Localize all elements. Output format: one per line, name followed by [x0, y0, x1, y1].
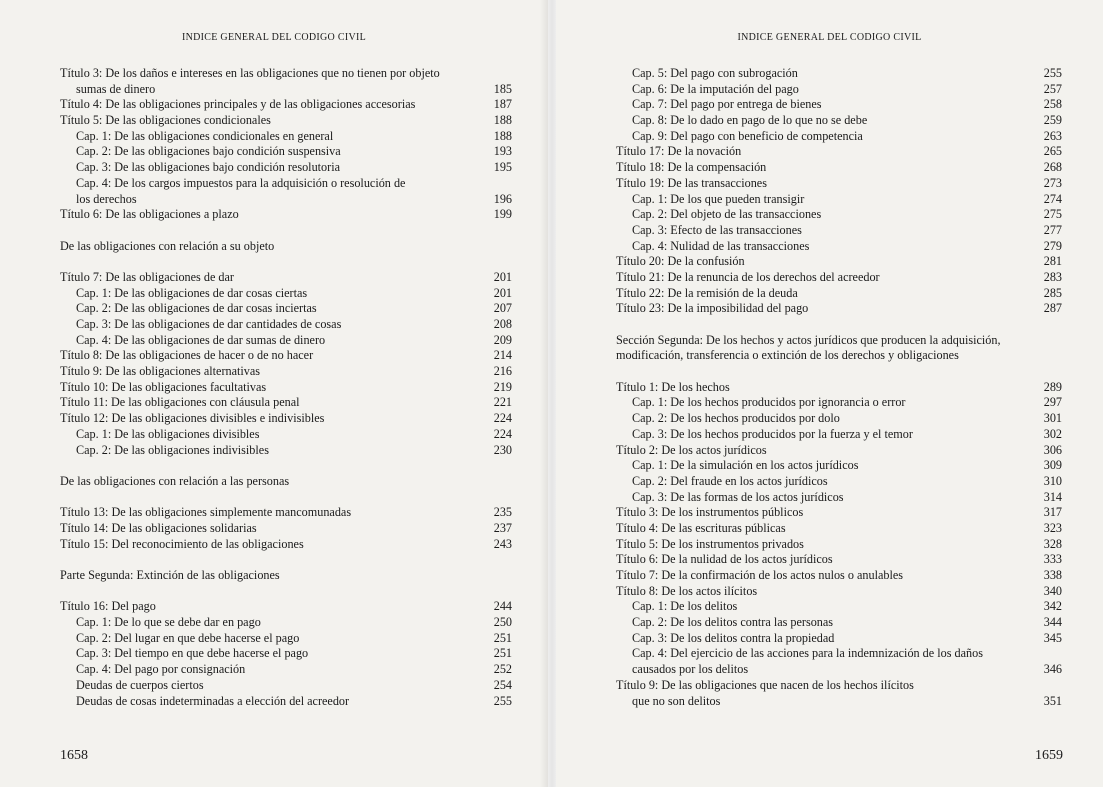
toc-entry [616, 584, 1062, 600]
toc-entry-page: 317 [1043, 505, 1062, 520]
toc-entry-title: Cap. 1: De las obligaciones condicionales en general [76, 128, 334, 143]
toc-entry-title: Cap. 2: Del objeto de las transacciones [632, 207, 822, 222]
toc-entry [616, 458, 1062, 474]
toc-entry [60, 537, 512, 553]
toc-entry [616, 662, 1062, 678]
toc-entry-page: 257 [1043, 81, 1062, 96]
toc-entry [60, 333, 512, 349]
toc-entry-page: 289 [1043, 379, 1062, 394]
toc-entry [60, 82, 512, 98]
toc-entry-page: 309 [1043, 458, 1062, 473]
toc-entry-title: Título 6: De las obligaciones a plazo [60, 207, 239, 222]
toc-entry-title: Título 7: De la confirmación de los actos nulos o anulables [616, 568, 904, 582]
toc-entry-page: 302 [1043, 426, 1062, 441]
toc-entry [60, 301, 512, 317]
toc-entry-page: 201 [493, 269, 512, 284]
running-header: INDICE GENERAL DEL CODIGO CIVIL [737, 32, 922, 43]
toc-entry [616, 380, 1062, 396]
toc-entry-page: 323 [1043, 520, 1062, 535]
toc-entry-page: 333 [1043, 552, 1062, 567]
toc-entry-title: Título 8: De las obligaciones de hacer o de no hacer [60, 348, 314, 363]
toc-entry [616, 694, 1062, 710]
toc-entry-page: 273 [1043, 175, 1062, 190]
toc-entry-page: 221 [493, 395, 512, 410]
toc-entry-page: 281 [1043, 254, 1062, 269]
toc-entry [60, 427, 512, 443]
toc-entry-page: 277 [1043, 222, 1062, 237]
toc-entry-title: Deudas de cosas indeterminadas a elección del acreedor [76, 693, 350, 708]
toc-entry-title: causados por los delitos [632, 662, 749, 677]
toc-entry [616, 521, 1062, 537]
toc-entry-title: Cap. 8: De lo dado en pago de lo que no se debe [632, 113, 868, 128]
toc-entry-title: Cap. 2: De las obligaciones indivisibles [76, 442, 269, 457]
toc-entry-page: 185 [493, 81, 512, 96]
toc-entry-page: 344 [1043, 615, 1062, 630]
toc-entry [60, 443, 512, 459]
toc-entry [60, 270, 512, 286]
toc-entry-page: 285 [1043, 285, 1062, 300]
right-page [556, 0, 1103, 787]
toc-entry [60, 599, 512, 615]
toc-entry-page: 209 [493, 332, 512, 347]
toc-entry-page: 254 [493, 677, 512, 692]
toc-entry-title: De las obligaciones con relación a su objeto [60, 238, 275, 253]
toc-entry-title: Cap. 3: De las formas de los actos jurídicos [632, 489, 844, 504]
toc-entry [60, 646, 512, 662]
toc-entry-page: 279 [1043, 238, 1062, 253]
toc-entry [616, 82, 1062, 98]
toc-entry-title: modificación, transferencia o extinción de los derechos y obligaciones [616, 348, 959, 363]
toc-entry [616, 678, 1062, 694]
toc-entry [60, 192, 512, 208]
toc-entry [60, 239, 512, 255]
toc-entry-page: 346 [1043, 662, 1062, 677]
toc-entry-page: 224 [493, 411, 512, 426]
toc-entry-title: Título 17: De la novación [616, 144, 742, 159]
toc-entry-title: Cap. 1: De la simulación en los actos jurídicos [632, 458, 859, 473]
toc-entry-title: Parte Segunda: Extinción de las obligaciones [60, 568, 280, 582]
toc-entry-title: Título 12: De las obligaciones divisibles e indivisibles [60, 411, 325, 426]
toc-entry-title: Cap. 1: De los que pueden transigir [632, 191, 805, 206]
toc-entry-title: Cap. 1: De los hechos producidos por ignorancia o error [632, 395, 906, 410]
toc-entry-title: Cap. 3: De los hechos producidos por la fuerza y el temor [632, 426, 913, 441]
toc-entry-title: Título 15: Del reconocimiento de las obligaciones [60, 536, 304, 551]
toc-entry-title: Cap. 2: Del lugar en que debe hacerse el pago [76, 630, 300, 645]
toc-entry [60, 66, 512, 82]
toc-entry-title: Cap. 4: Del pago por consignación [76, 662, 246, 677]
toc-entry [60, 568, 512, 584]
toc-entry-title: Título 7: De las obligaciones de dar [60, 269, 234, 284]
toc-entry [60, 380, 512, 396]
toc-entry-title: Cap. 2: De las obligaciones de dar cosas inciertas [76, 301, 317, 316]
toc-entry [616, 160, 1062, 176]
spacer [60, 458, 512, 474]
toc-entry-title: Cap. 3: De las obligaciones bajo condición resolutoria [76, 160, 340, 175]
toc-entry-title: sumas de dinero [76, 81, 156, 96]
spacer [616, 364, 1062, 380]
toc-entry-title: Título 2: De los actos jurídicos [616, 442, 767, 457]
spacer [60, 490, 512, 506]
toc-entry-title: De las obligaciones con relación a las personas [60, 473, 290, 488]
toc-entry-title: Cap. 2: De los hechos producidos por dolo [632, 411, 840, 426]
toc-entry-title: Sección Segunda: De los hechos y actos jurídicos que producen la adquisición, [616, 332, 1001, 347]
toc-entry-title: Título 13: De las obligaciones simplemente mancomunadas [60, 505, 352, 520]
toc-entry-page: 235 [493, 505, 512, 520]
toc-entry [616, 599, 1062, 615]
toc-entry-title: Cap. 7: Del pago por entrega de bienes [632, 97, 822, 112]
toc-entry-title: Título 20: De la confusión [616, 254, 745, 269]
toc-entry-page: 188 [493, 128, 512, 143]
toc-entry-page: 274 [1043, 191, 1062, 206]
toc-entry [616, 537, 1062, 553]
toc-entry-page: 195 [493, 160, 512, 175]
toc-entry [60, 615, 512, 631]
toc-entry [60, 97, 512, 113]
spacer [60, 552, 512, 568]
toc-entry [616, 348, 1062, 364]
toc-entry-page: 208 [493, 317, 512, 331]
toc-entry-title: que no son delitos [632, 693, 721, 708]
toc-entry-page: 230 [493, 442, 512, 457]
toc-entry [616, 207, 1062, 223]
toc-entry-title: Cap. 3: Efecto de las transacciones [632, 222, 802, 237]
toc-entry-page: 310 [1043, 473, 1062, 488]
toc-entry [616, 144, 1062, 160]
toc-entry [616, 113, 1062, 129]
toc-entry-title: Cap. 5: Del pago con subrogación [632, 66, 798, 80]
toc-entry [60, 286, 512, 302]
toc-entry [60, 505, 512, 521]
running-header: INDICE GENERAL DEL CODIGO CIVIL [181, 32, 367, 43]
toc-entry [616, 129, 1062, 145]
spacer [60, 584, 512, 600]
toc-entry [616, 490, 1062, 506]
toc-entry-title: los derechos [76, 191, 137, 206]
toc-entry [616, 395, 1062, 411]
toc-entry [616, 66, 1062, 82]
toc-entry-page: 297 [1043, 395, 1062, 410]
toc-entry-title: Título 4: De las escrituras públicas [616, 520, 786, 535]
toc-entry-title: Título 10: De las obligaciones facultativas [60, 379, 267, 394]
toc-entry [616, 223, 1062, 239]
toc-entry-page: 251 [493, 646, 512, 661]
toc-entry [616, 443, 1062, 459]
toc-entry-page: 263 [1043, 128, 1062, 143]
toc-entry-page: 251 [493, 630, 512, 645]
toc-entry [616, 631, 1062, 647]
toc-entry-title: Cap. 1: De los delitos [632, 599, 738, 614]
toc-entry-title: Título 4: De las obligaciones principales y de las obligaciones accesorias [60, 97, 416, 112]
toc-entry [616, 474, 1062, 490]
toc-entry [616, 552, 1062, 568]
toc-entry-title: Cap. 1: De lo que se debe dar en pago [76, 615, 261, 630]
toc-entry-page: 199 [493, 207, 512, 222]
toc-entry-page: 219 [493, 379, 512, 394]
toc-entry-title: Cap. 4: De las obligaciones de dar sumas de dinero [76, 332, 326, 347]
toc-entry-title: Cap. 4: Del ejercicio de las acciones para la indemnización de los daños [632, 646, 983, 661]
toc-entry-title: Título 18: De la compensación [616, 160, 767, 175]
table-of-contents [60, 66, 512, 709]
toc-entry [616, 239, 1062, 255]
toc-entry-title: Título 22: De la remisión de la deuda [616, 285, 798, 300]
toc-entry-title: Título 19: De las transacciones [616, 175, 767, 190]
toc-entry-title: Título 6: De la nulidad de los actos jurídicos [616, 552, 833, 567]
toc-entry-page: 187 [493, 97, 512, 112]
toc-entry-title: Título 23: De la imposibilidad del pago [616, 301, 809, 316]
toc-entry [60, 207, 512, 223]
toc-entry [616, 97, 1062, 113]
toc-entry [616, 615, 1062, 631]
toc-entry-title: Cap. 6: De la imputación del pago [632, 81, 799, 96]
toc-entry [60, 113, 512, 129]
toc-entry-page: 258 [1043, 97, 1062, 112]
toc-entry [616, 411, 1062, 427]
toc-entry [616, 505, 1062, 521]
toc-entry-title: Cap. 1: De las obligaciones divisibles [76, 426, 260, 441]
toc-entry-page: 342 [1043, 599, 1062, 614]
toc-entry-page: 283 [1043, 269, 1062, 284]
toc-entry [616, 333, 1062, 349]
toc-entry-page: 216 [493, 364, 512, 379]
toc-entry-title: Título 21: De la renuncia de los derechos del acreedor [616, 269, 880, 284]
toc-entry-title: Cap. 3: Del tiempo en que debe hacerse el pago [76, 646, 309, 661]
page-number: 1659 [1035, 748, 1063, 763]
toc-entry-title: Cap. 1: De las obligaciones de dar cosas ciertas [76, 285, 308, 300]
spacer [616, 317, 1062, 333]
toc-entry [60, 694, 512, 710]
toc-entry-title: Deudas de cuerpos ciertos [76, 677, 204, 692]
toc-entry [60, 662, 512, 678]
toc-entry-page: 255 [1043, 66, 1062, 80]
toc-entry-title: Cap. 3: De las obligaciones de dar cantidades de cosas [76, 317, 342, 331]
toc-entry-page: 259 [1043, 113, 1062, 128]
toc-entry [616, 254, 1062, 270]
toc-entry-page: 351 [1043, 693, 1062, 708]
toc-entry-page: 306 [1043, 442, 1062, 457]
toc-entry-page: 340 [1043, 583, 1062, 598]
page-number: 1658 [60, 748, 88, 763]
toc-entry-title: Cap. 4: De los cargos impuestos para la adquisición o resolución de [76, 175, 406, 190]
toc-entry-title: Título 11: De las obligaciones con cláusula penal [60, 395, 300, 410]
toc-entry-page: 224 [493, 426, 512, 441]
toc-entry [616, 646, 1062, 662]
toc-entry [60, 521, 512, 537]
toc-entry-page: 196 [493, 191, 512, 206]
toc-entry [60, 411, 512, 427]
toc-entry [60, 678, 512, 694]
toc-entry [60, 395, 512, 411]
toc-entry-page: 243 [493, 536, 512, 551]
toc-entry-title: Cap. 2: De los delitos contra las personas [632, 615, 834, 630]
toc-entry-page: 345 [1043, 630, 1062, 645]
toc-entry [60, 631, 512, 647]
toc-entry [616, 176, 1062, 192]
toc-entry-title: Título 5: De los instrumentos privados [616, 536, 804, 551]
toc-entry-page: 244 [493, 599, 512, 614]
toc-entry-title: Cap. 2: Del fraude en los actos jurídicos [632, 473, 828, 488]
toc-entry [60, 474, 512, 490]
toc-entry-title: Título 9: De las obligaciones que nacen de los hechos ilícitos [616, 677, 914, 692]
toc-entry-page: 188 [493, 113, 512, 128]
toc-entry-page: 314 [1043, 489, 1062, 504]
toc-entry-page: 193 [493, 144, 512, 159]
toc-entry-title: Título 14: De las obligaciones solidarias [60, 520, 257, 535]
toc-entry-title: Título 16: Del pago [60, 599, 156, 614]
toc-entry-title: Título 9: De las obligaciones alternativas [60, 364, 261, 379]
toc-entry-page: 252 [493, 662, 512, 677]
toc-entry [616, 301, 1062, 317]
table-of-contents [616, 66, 1062, 709]
toc-entry [60, 176, 512, 192]
toc-entry-page: 201 [493, 285, 512, 300]
toc-entry-title: Cap. 3: De los delitos contra la propiedad [632, 630, 835, 645]
toc-entry-title: Cap. 9: Del pago con beneficio de competencia [632, 128, 863, 143]
toc-entry-page: 287 [1043, 301, 1062, 316]
toc-entry [616, 427, 1062, 443]
toc-entry-page: 237 [493, 520, 512, 535]
toc-entry [60, 160, 512, 176]
toc-entry-title: Título 5: De las obligaciones condicionales [60, 113, 271, 128]
toc-entry [60, 364, 512, 380]
toc-entry-title: Título 1: De los hechos [616, 379, 730, 394]
toc-entry-page: 250 [493, 615, 512, 630]
toc-entry-title: Título 3: De los daños e intereses en las obligaciones que no tienen por objeto [60, 66, 440, 80]
toc-entry [616, 568, 1062, 584]
toc-entry-page: 275 [1043, 207, 1062, 222]
spacer [60, 254, 512, 270]
toc-entry-title: Título 3: De los instrumentos públicos [616, 505, 804, 520]
toc-entry-page: 207 [493, 301, 512, 316]
toc-entry-page: 301 [1043, 411, 1062, 426]
toc-entry [616, 270, 1062, 286]
toc-entry-page: 265 [1043, 144, 1062, 159]
toc-entry-page: 328 [1043, 536, 1062, 551]
toc-entry-page: 338 [1043, 568, 1062, 582]
toc-entry [616, 286, 1062, 302]
left-page [0, 0, 548, 787]
toc-entry-title: Cap. 4: Nulidad de las transacciones [632, 238, 810, 253]
toc-entry [60, 348, 512, 364]
spacer [60, 223, 512, 239]
toc-entry-title: Título 8: De los actos ilícitos [616, 583, 758, 598]
toc-entry-title: Cap. 2: De las obligaciones bajo condición suspensiva [76, 144, 341, 159]
toc-entry [60, 129, 512, 145]
toc-entry-page: 268 [1043, 160, 1062, 175]
toc-entry [616, 192, 1062, 208]
toc-entry-page: 214 [493, 348, 512, 363]
toc-entry [60, 317, 512, 333]
toc-entry [60, 144, 512, 160]
toc-entry-page: 255 [493, 693, 512, 708]
